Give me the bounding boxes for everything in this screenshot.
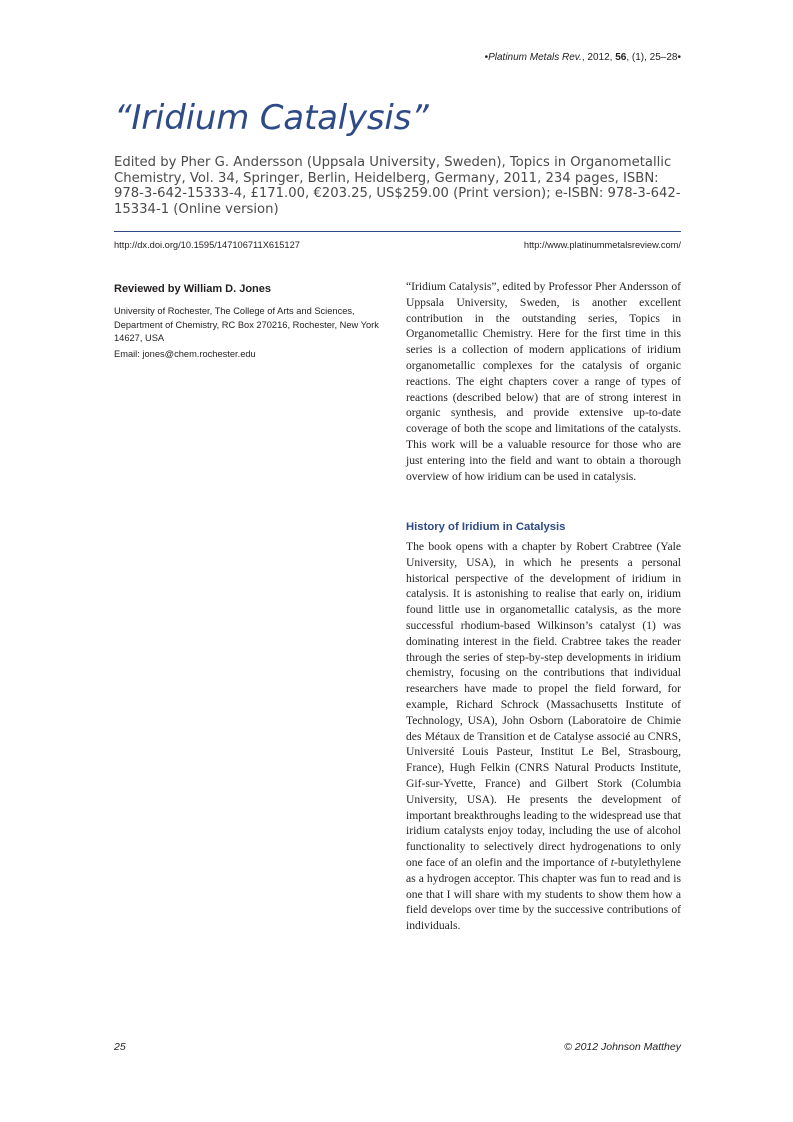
article-title: “Iridium Catalysis” bbox=[114, 98, 429, 138]
copyright-notice: © 2012 Johnson Matthey bbox=[564, 1041, 681, 1053]
section-heading: History of Iridium in Catalysis bbox=[406, 521, 566, 533]
title-divider bbox=[114, 231, 681, 232]
reviewer-name: Reviewed by William D. Jones bbox=[114, 283, 272, 295]
intro-paragraph: “Iridium Catalysis”, edited by Professor Pher Andersson of Uppsala University, Sweden, is another excellent contribution in the outstanding series, Topics in Organometallic Chemistry. Here for the first time in this series is a collection of modern applications of iridium organometallic complexes for the catalysis of organic reactions. The eight chapters cover a range of types of reactions (described below) that are of strong interest in organic synthesis, and provide extensive up-to-date coverage of both the scope and limitations of the catalysts. This work will be a valuable resource for those who are just entering into the field and want to obtain a thorough overview of how iridium can be used in catalysis. bbox=[406, 280, 681, 483]
reviewer-email[interactable]: Email: jones@chem.rochester.edu bbox=[114, 349, 256, 359]
history-paragraph: The book opens with a chapter by Robert Crabtree (Yale University, USA), in which he presents a personal historical perspective of the development of iridium in catalysis. It is astonishing to realise that early on, iridium found little use in organometallic catalysis, as the more successful rhodium-based Wilkinson’s catalyst (1) was dominating interest in the field. Crabtree takes the reader through the series of step-by-step developments in iridium chemistry, focusing on the contributions that individual researchers have made to propel the field forward, for example, Richard Schrock (Massachusetts Institute of Technology, USA), John Osborn (Laboratoire de Chimie des Métaux de Transition et de Catalyse associé au CNRS, Université Louis Pasteur, Institut Le Bel, Strasbourg, France), Hugh Felkin (CNRS Natural Products Institute, Gif-sur-Yvette, France) and Gilbert Stork (Columbia University, USA). He presents the development of important breakthroughs leading to the widespread use that iridium catalysts enjoy today, including the use of alcohol functionality to selectively direct hydrogenations to only one face of an olefin and the importance of t-butylethylene as a hydrogen acceptor. This chapter was fun to read and is one that I will share with my students to show them how a field develops over time by the successive contributions of individuals. bbox=[406, 540, 681, 933]
page-number: 25 bbox=[114, 1041, 126, 1053]
book-details: Edited by Pher G. Andersson (Uppsala University, Sweden), Topics in Organometallic Chemistry, Vol. 34, Springer, Berlin, Heidelberg, Germany, 2011, 234 pages, ISBN: 978-3-642-15333-4, £171.00, €203.25, US$259.00 (Print version); e-ISBN: 978-3-642-15334-1 (Online version) bbox=[114, 155, 681, 217]
journal-name: Platinum Metals Rev. bbox=[488, 52, 582, 63]
volume-number: 56 bbox=[615, 52, 627, 63]
journal-citation: •Platinum Metals Rev., 2012, 56, (1), 25–28• bbox=[484, 52, 681, 63]
journal-website-link[interactable]: http://www.platinummetalsreview.com/ bbox=[523, 240, 681, 250]
doi-link[interactable]: http://dx.doi.org/10.1595/147106711X615127 bbox=[114, 240, 300, 250]
reviewer-affiliation: University of Rochester, The College of Arts and Sciences, Department of Chemistry, RC Box 270216, Rochester, New York 14627, USA bbox=[114, 306, 379, 343]
